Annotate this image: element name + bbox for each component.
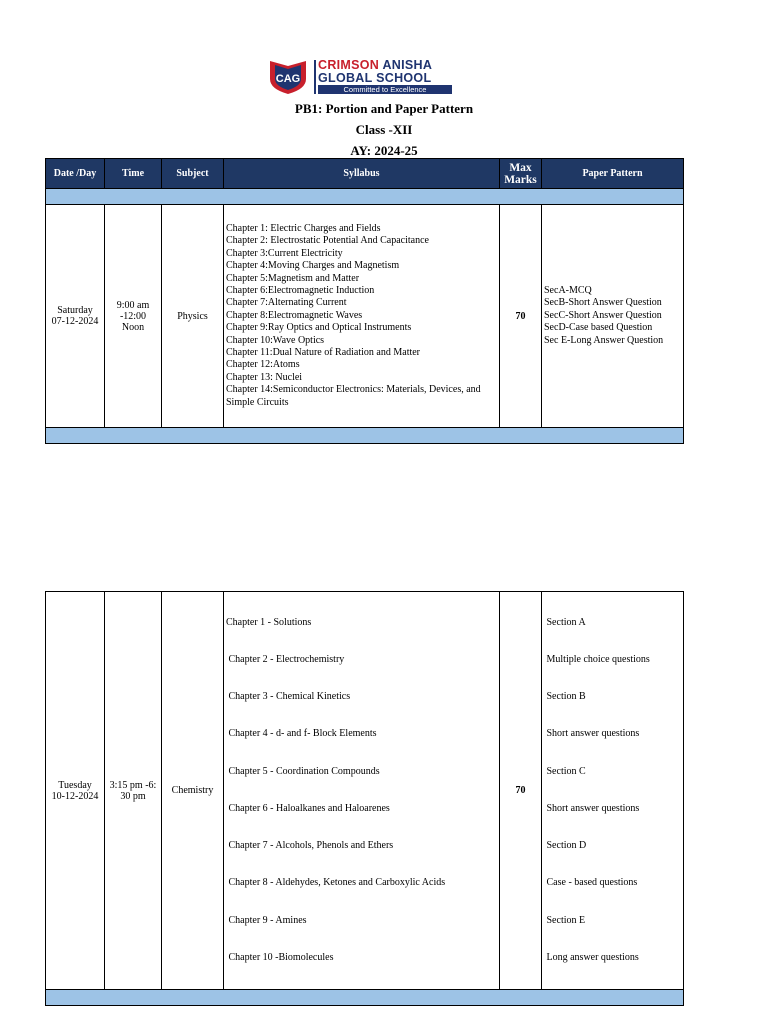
- paper-pattern-cell: [542, 592, 684, 990]
- syllabus-item: Chapter 12:Atoms: [226, 359, 300, 371]
- syllabus-item: Chapter 9 - Amines: [226, 914, 307, 926]
- pattern-item: Section D: [544, 840, 587, 852]
- spacer-band: [46, 990, 684, 1006]
- spacer-band: [46, 189, 684, 205]
- school-crest-icon: [266, 59, 310, 95]
- syllabus-item: Chapter 4 - d- and f- Block Elements: [226, 728, 377, 740]
- academic-year-label: AY: 2024-25: [350, 143, 418, 158]
- syllabus-item: Chapter 5 - Coordination Compounds: [226, 765, 380, 777]
- school-logo: [266, 58, 454, 96]
- pattern-item: Multiple choice questions: [544, 654, 650, 666]
- syllabus-item: Chapter 2 - Electrochemistry: [226, 654, 345, 666]
- syllabus-item: Chapter 10:Wave Optics: [226, 334, 325, 346]
- logo-mark-text: CAG: [275, 73, 301, 85]
- pattern-item: Long answer questions: [544, 951, 639, 963]
- syllabus-cell: [224, 205, 500, 428]
- pattern-item: SecB-Short Answer Question: [544, 297, 662, 309]
- time-line: Noon: [121, 321, 145, 333]
- header-subject: Subject: [162, 159, 224, 189]
- syllabus-item: Chapter 6 - Haloalkanes and Haloarenes: [226, 802, 390, 814]
- time-cell: [105, 205, 162, 428]
- time-cell: [105, 592, 162, 990]
- pattern-item: Short answer questions: [544, 802, 640, 814]
- max-marks-cell: 70: [500, 205, 542, 428]
- syllabus-item: Chapter 10 -Biomolecules: [226, 951, 334, 963]
- date-text: 10-12-2024: [51, 790, 99, 802]
- syllabus-item: Chapter 6:Electromagnetic Induction: [226, 284, 375, 296]
- date-cell: [46, 592, 105, 990]
- pattern-item: SecA-MCQ: [544, 284, 592, 296]
- time-line: 30 pm: [120, 790, 146, 802]
- pattern-item: Sec E-Long Answer Question: [544, 334, 664, 346]
- header-paper-pattern: Paper Pattern: [542, 159, 684, 189]
- pattern-item: Case - based questions: [544, 877, 638, 889]
- subject-cell: Physics: [162, 205, 224, 428]
- header-syllabus: Syllabus: [224, 159, 500, 189]
- header-max-marks: Max Marks: [500, 159, 542, 189]
- logo-name-line2: GLOBAL SCHOOL: [318, 71, 432, 85]
- pattern-item: Section C: [544, 765, 586, 777]
- document-title: PB1: Portion and Paper Pattern: [294, 101, 474, 116]
- schedule-table-chemistry: [45, 591, 684, 1006]
- syllabus-item: Chapter 14:Semiconductor Electronics: Materials, Devices, and Simple Circuits: [226, 384, 481, 408]
- logo-name-line1: [318, 58, 432, 72]
- max-marks-cell: 70: [500, 592, 542, 990]
- pattern-item: SecD-Case based Question: [544, 322, 653, 334]
- table-row: [46, 592, 684, 990]
- time-line: -12:00: [119, 310, 147, 322]
- header-time: Time: [105, 159, 162, 189]
- pattern-item: Section E: [544, 914, 586, 926]
- subject-cell: Chemistry: [162, 592, 224, 990]
- syllabus-item: Chapter 3 - Chemical Kinetics: [226, 691, 351, 703]
- date-text: 07-12-2024: [51, 316, 99, 327]
- paper-pattern-cell: [542, 205, 684, 428]
- syllabus-item: Chapter 1 - Solutions: [226, 616, 312, 628]
- syllabus-item: Chapter 7 - Alcohols, Phenols and Ethers: [226, 840, 394, 852]
- logo-word-crimson: CRIMSON: [318, 58, 380, 72]
- syllabus-item: Chapter 9:Ray Optics and Optical Instruments: [226, 322, 412, 334]
- pattern-item: Section A: [544, 616, 586, 628]
- day-text: Saturday: [57, 305, 93, 316]
- logo-divider: [314, 60, 316, 94]
- table-header-row: [46, 159, 684, 189]
- syllabus-item: Chapter 3:Current Electricity: [226, 247, 343, 259]
- day-text: Tuesday: [58, 779, 92, 791]
- time-line: 3:15 pm -6:: [109, 779, 157, 791]
- syllabus-item: Chapter 1: Electric Charges and Fields: [226, 222, 381, 234]
- logo-word-anisha: ANISHA: [382, 58, 433, 72]
- pattern-item: SecC-Short Answer Question: [544, 309, 662, 321]
- header-date-day: Date /Day: [46, 159, 105, 189]
- date-cell: [46, 205, 105, 428]
- table-row: [46, 205, 684, 428]
- syllabus-item: Chapter 5:Magnetism and Matter: [226, 272, 360, 284]
- pattern-item: Section B: [544, 691, 586, 703]
- syllabus-item: Chapter 7:Alternating Current: [226, 297, 347, 309]
- syllabus-item: Chapter 8 - Aldehydes, Ketones and Carboxylic Acids: [226, 877, 446, 889]
- syllabus-item: Chapter 11:Dual Nature of Radiation and Matter: [226, 347, 421, 359]
- spacer-band: [46, 428, 684, 444]
- syllabus-cell: [224, 592, 500, 990]
- pattern-item: Short answer questions: [544, 728, 640, 740]
- class-label: Class -XII: [355, 122, 413, 137]
- syllabus-item: Chapter 8:Electromagnetic Waves: [226, 309, 363, 321]
- schedule-table-physics: [45, 158, 684, 444]
- syllabus-item: Chapter 4:Moving Charges and Magnetism: [226, 260, 400, 272]
- time-line: 9:00 am: [116, 299, 150, 311]
- logo-tagline: Committed to Excellence: [318, 85, 452, 94]
- syllabus-item: Chapter 13: Nuclei: [226, 371, 303, 383]
- syllabus-item: Chapter 2: Electrostatic Potential And Capacitance: [226, 235, 429, 247]
